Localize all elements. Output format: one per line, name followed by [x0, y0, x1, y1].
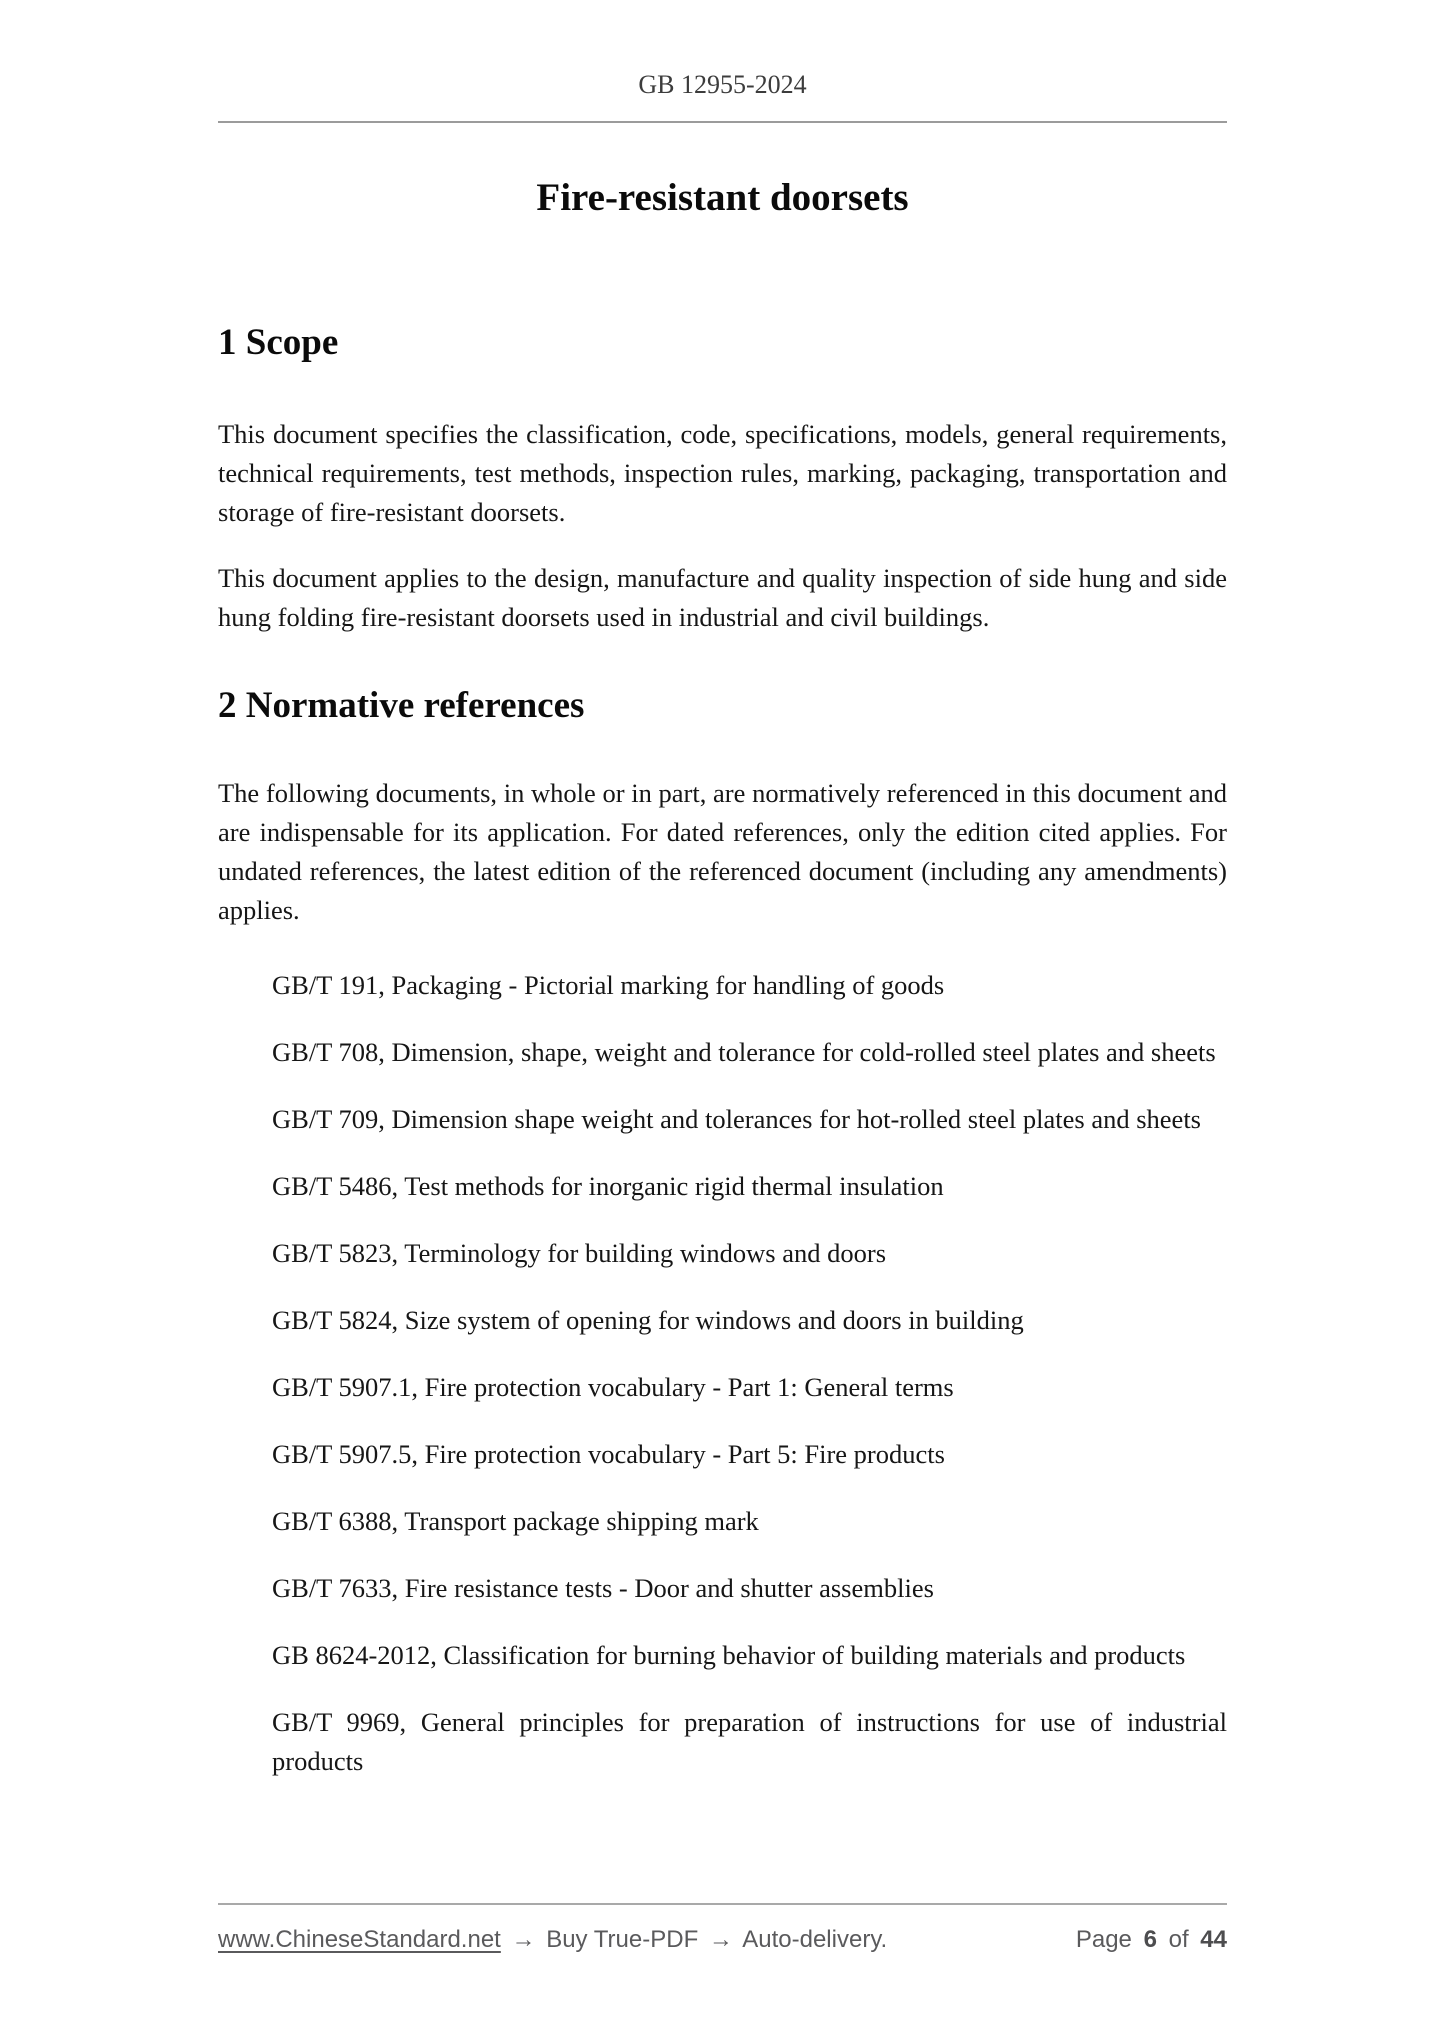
section-heading-scope: 1 Scope [218, 322, 339, 363]
arrow-icon: → [511, 1926, 536, 1953]
footer-buy-label: Buy True-PDF [546, 1926, 699, 1953]
reference-item: GB/T 9969, General principles for preparation of instructions for use of industrial products [272, 1707, 1227, 1776]
scope-paragraph-2: This document applies to the design, manufacture and quality inspection of side hung and side hung folding fire-resistant doorsets used in industrial and civil buildings. [218, 563, 1227, 632]
reference-item: GB/T 5824, Size system of opening for windows and doors in building [272, 1305, 1024, 1335]
page-word: Page [1075, 1926, 1132, 1953]
reference-item: GB/T 7633, Fire resistance tests - Door and shutter assemblies [272, 1573, 934, 1603]
document-title: Fire-resistant doorsets [536, 176, 909, 219]
scope-paragraph-1: This document specifies the classification, code, specifications, models, general requirements, technical requirements, test methods, inspection rules, marking, packaging, transportation and storage of fire-resistant doorsets. [218, 419, 1227, 527]
reference-item: GB/T 709, Dimension shape weight and tolerances for hot-rolled steel plates and sheets [272, 1104, 1201, 1134]
reference-item: GB/T 191, Packaging - Pictorial marking for handling of goods [272, 970, 945, 1000]
of-word: of [1168, 1926, 1189, 1953]
reference-item: GB/T 5823, Terminology for building windows and doors [272, 1238, 887, 1268]
reference-item: GB/T 5907.1, Fire protection vocabulary - Part 1: General terms [272, 1372, 954, 1402]
header-divider [218, 121, 1227, 123]
reference-item: GB/T 6388, Transport package shipping mark [272, 1506, 759, 1536]
reference-item: GB/T 708, Dimension, shape, weight and tolerance for cold-rolled steel plates and sheets [272, 1037, 1216, 1067]
footer-source-line [218, 1925, 887, 1955]
normative-references-intro: The following documents, in whole or in part, are normatively referenced in this document and are indispensable for its application. For dated references, only the edition cited applies. For undated references, the latest edition of the referenced document (including any amendments) applies. [218, 778, 1227, 925]
current-page-number: 6 [1143, 1926, 1157, 1953]
standard-code-header: GB 12955-2024 [638, 70, 807, 99]
reference-item: GB/T 5486, Test methods for inorganic rigid thermal insulation [272, 1171, 944, 1201]
reference-item: GB 8624-2012, Classification for burning behavior of building materials and products [272, 1640, 1186, 1670]
total-page-number: 44 [1200, 1926, 1227, 1953]
footer-delivery-label: Auto-delivery. [742, 1926, 888, 1953]
reference-item: GB/T 5907.5, Fire protection vocabulary - Part 5: Fire products [272, 1439, 945, 1469]
arrow-icon: → [708, 1926, 733, 1953]
page-indicator [1076, 1925, 1227, 1955]
section-heading-normative-references: 2 Normative references [218, 685, 585, 726]
page-footer [218, 1903, 1227, 1955]
website-link[interactable]: www.ChineseStandard.net [218, 1926, 501, 1953]
